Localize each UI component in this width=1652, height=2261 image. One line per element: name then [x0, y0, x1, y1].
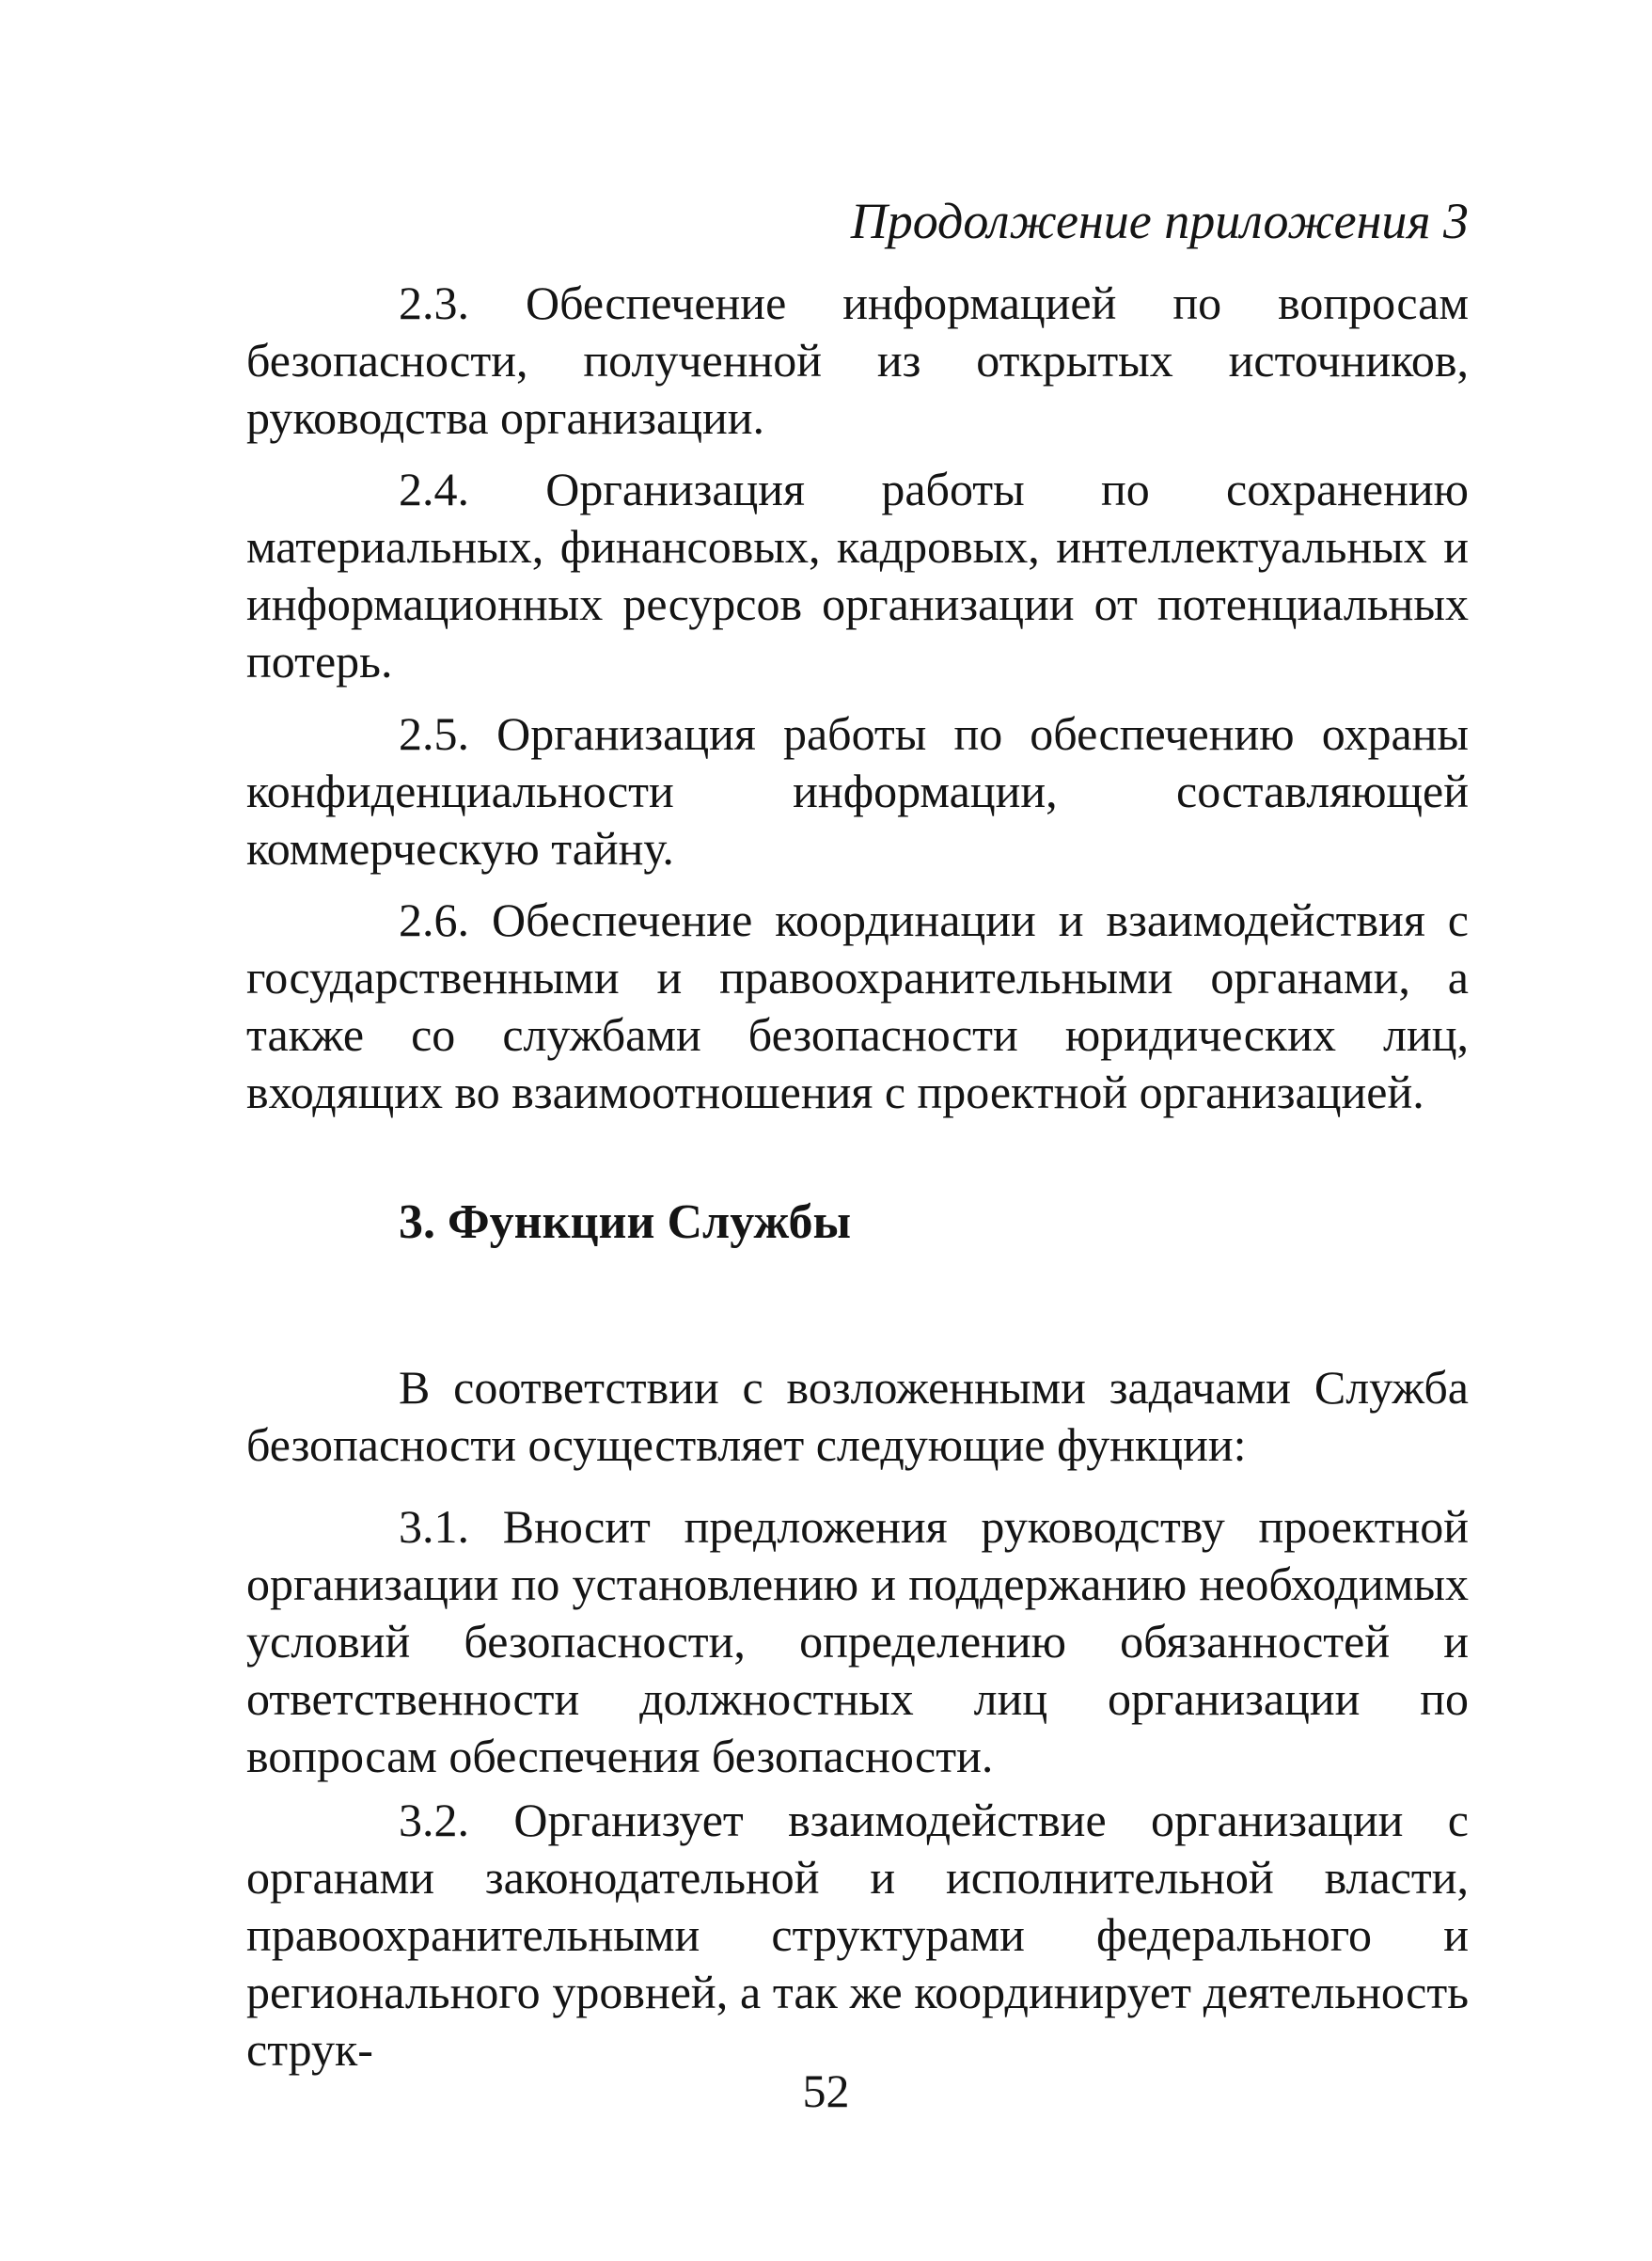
page-number: 52	[802, 2064, 850, 2117]
paragraph-text: 2.4. Организация работы по сохранению материальных, финансовых, кадровых, интеллектуальных и информационных ресурсов организации от потенциальных потерь.	[246, 463, 1469, 688]
paragraph-text: 3.1. Вносит предложения руководству проектной организации по установлению и поддержанию необходимых условий безопасности, определению обязанностей и ответственности должностных лиц организации по вопросам обеспечения безопасности.	[246, 1500, 1469, 1782]
paragraph-text: 2.5. Организация работы по обеспечению охраны конфиденциальности информации, составляющей коммерческую тайну.	[246, 707, 1469, 875]
paragraph-text: В соответствии с возложенными задачами Служба безопасности осуществляет следующие функции:	[246, 1361, 1469, 1471]
paragraph-2-6	[246, 892, 1469, 1121]
paragraph-3-1	[246, 1498, 1469, 1785]
paragraph-text: 2.6. Обеспечение координации и взаимодействия с государственными и правоохранительными органами, а также со службами безопасности юридических лиц, входящих во взаимоотношения с проектной организацией.	[246, 893, 1469, 1118]
section-heading: 3. Функции Службы	[399, 1195, 852, 1249]
paragraph-text: 2.3. Обеспечение информацией по вопросам безопасности, полученной из открытых источников, руководства организации.	[246, 277, 1469, 444]
appendix-continuation-label: Продолжение приложения 3	[850, 193, 1469, 249]
paragraph-2-5	[246, 705, 1469, 878]
paragraph-3-2	[246, 1792, 1469, 2079]
paragraph-intro	[246, 1359, 1469, 1474]
paragraph-text: 3.2. Организует взаимодействие организации с органами законодательной и исполнительной власти, правоохранительными структурами федерального и регионального уровней, а так же координирует деятельность струк-	[246, 1794, 1469, 2076]
paragraph-2-3	[246, 275, 1469, 447]
paragraph-2-4	[246, 461, 1469, 690]
